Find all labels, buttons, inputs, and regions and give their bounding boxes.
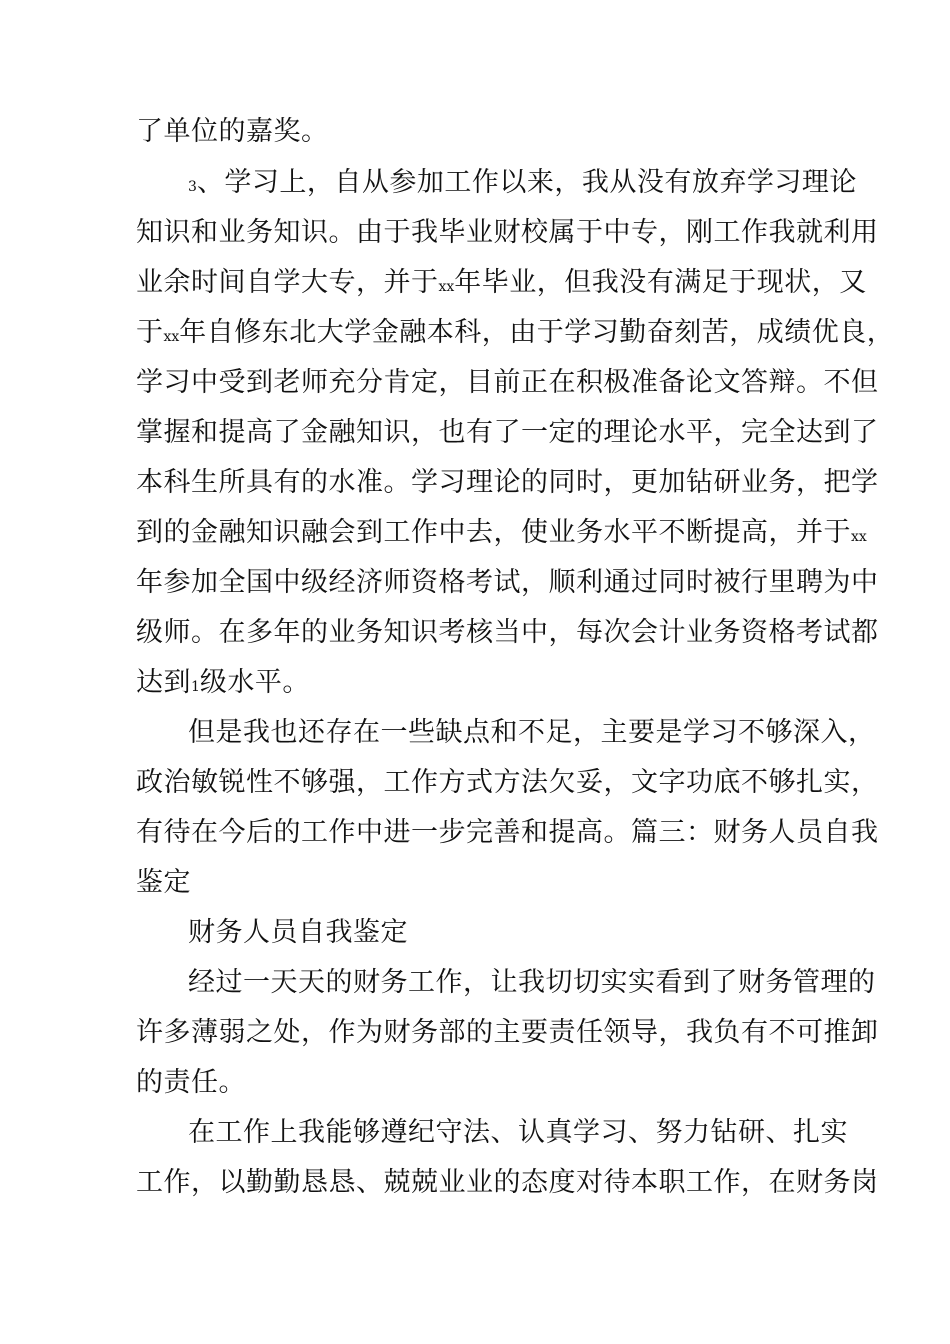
text-line: 3、学习上，自从参加工作以来，我从没有放弃学习理论 xyxy=(188,167,857,198)
section-heading: 财务人员自我鉴定 xyxy=(188,917,408,948)
text-line: 掌握和提高了金融知识，也有了一定的理论水平，完全达到了 xyxy=(136,417,879,448)
text-line: 在工作上我能够遵纪守法、认真学习、努力钻研、扎实 xyxy=(188,1117,848,1148)
text-line: 政治敏锐性不够强，工作方式方法欠妥，文字功底不够扎实， xyxy=(136,767,879,798)
text-line: 许多薄弱之处，作为财务部的主要责任领导，我负有不可推卸 xyxy=(136,1017,879,1048)
text-line: 业余时间自学大专，并于xx年毕业，但我没有满足于现状，又 xyxy=(136,267,867,298)
text-line: 鉴定 xyxy=(136,867,191,898)
text-line: 工作，以勤勤恳恳、兢兢业业的态度对待本职工作，在财务岗 xyxy=(136,1167,879,1198)
text-line: 达到1级水平。 xyxy=(136,667,310,698)
text-line: 于xx年自修东北大学金融本科，由于学习勤奋刻苦，成绩优良， xyxy=(136,317,895,348)
text-line: 了单位的嘉奖。 xyxy=(136,116,329,147)
text-line: 经过一天天的财务工作，让我切切实实看到了财务管理的 xyxy=(188,967,876,998)
text-line: 知识和业务知识。由于我毕业财校属于中专，刚工作我就利用 xyxy=(136,217,879,248)
text-line: 到的金融知识融会到工作中去，使业务水平不断提高，并于xx xyxy=(136,517,867,548)
text-line: 的责任。 xyxy=(136,1067,246,1098)
text-line: 级师。在多年的业务知识考核当中，每次会计业务资格考试都 xyxy=(136,617,879,648)
text-line: 有待在今后的工作中进一步完善和提高。篇三：财务人员自我 xyxy=(136,817,879,848)
text-line: 但是我也还存在一些缺点和不足，主要是学习不够深入， xyxy=(188,717,876,748)
text-line: 学习中受到老师充分肯定，目前正在积极准备论文答辩。不但 xyxy=(136,367,879,398)
text-line: 年参加全国中级经济师资格考试，顺利通过同时被行里聘为中 xyxy=(136,567,879,598)
text-line: 本科生所具有的水准。学习理论的同时，更加钻研业务，把学 xyxy=(136,467,879,498)
